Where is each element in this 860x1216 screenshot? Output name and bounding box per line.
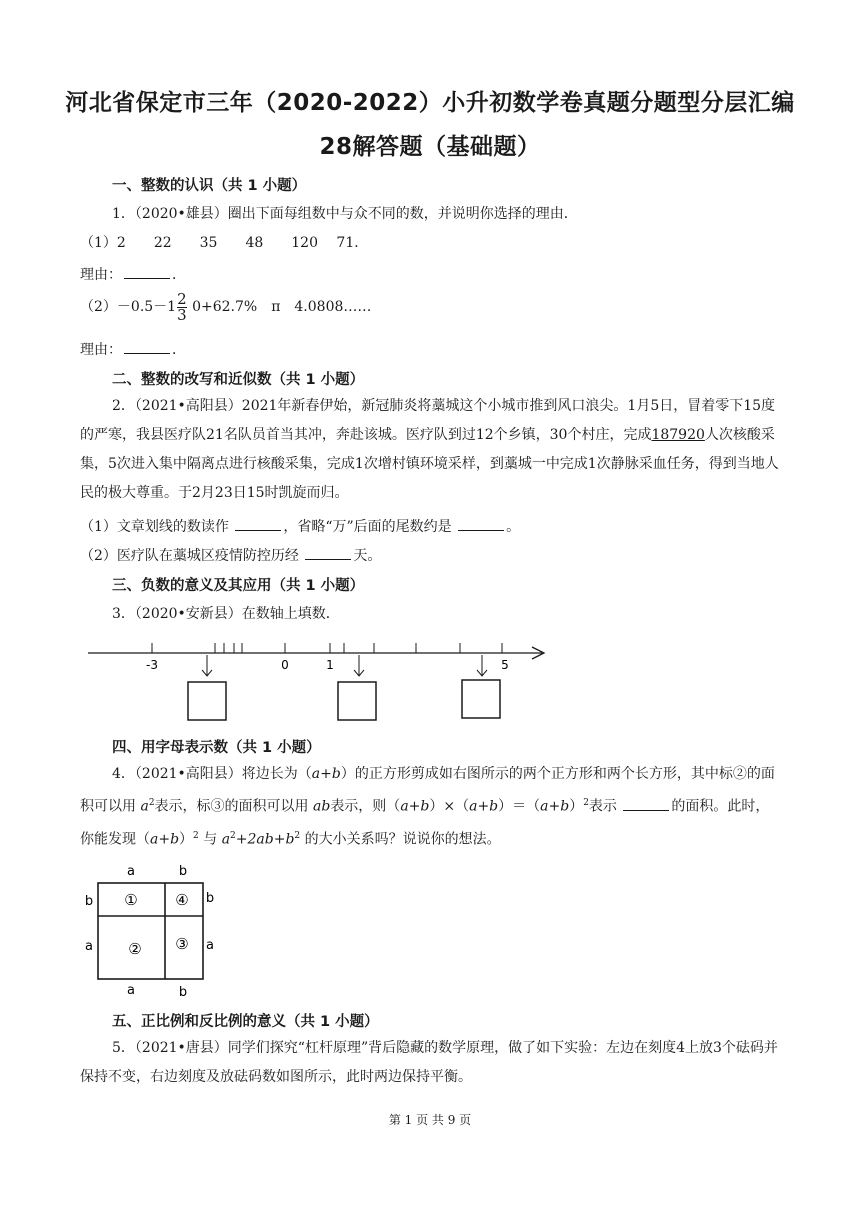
question-2-sub1: （1）文章划线的数读作 ，省略“万”后面的尾数约是 。	[80, 519, 521, 535]
bottom-label-b: b	[178, 985, 188, 1000]
underlined-number: 187920	[651, 427, 705, 443]
page-title: 河北省保定市三年（2020-2022）小升初数学卷真题分题型分层汇编	[65, 90, 795, 116]
answer-blank[interactable]	[235, 518, 281, 531]
tick-label-0: 0	[281, 658, 289, 672]
answer-blank[interactable]	[623, 798, 669, 811]
pointer-arrows	[202, 655, 487, 676]
region-label-3: ③	[175, 935, 189, 953]
answer-blank[interactable]	[124, 266, 170, 279]
page-subtitle: 28解答题（基础题）	[319, 134, 541, 160]
question-2-sub2: （2）医疗队在藁城区疫情防控历经 天。	[80, 548, 382, 564]
section-heading-2: 二、整数的改写和近似数（共 1 小题）	[112, 372, 365, 388]
region-label-4: ④	[175, 891, 189, 909]
section-heading-3: 三、负数的意义及其应用（共 1 小题）	[112, 578, 365, 594]
right-label-a: a	[206, 938, 214, 953]
section-heading-4: 四、用字母表示数（共 1 小题）	[112, 740, 321, 756]
answer-blank[interactable]	[124, 341, 170, 354]
left-label-a: a	[85, 939, 93, 954]
question-3-stem: 3．（2020•安新县）在数轴上填数．	[112, 606, 340, 622]
question-1-reason-1: 理由： ．	[80, 267, 186, 283]
question-4-body: 4．（2021•高阳县）将边长为（a+b）的正方形剪成如右图所示的两个正方形和两个长方形，其中标②的面积可以用 $a^2$表示，标③的面积可以用 ab表示，则$(a+b)\times(a+b)=(a+b)^2$表示 的面积。此时，你能发现$(a+b)^2$ 与 $a^2+2ab+b^2$ 的大小关系吗？说说你的想法。	[80, 766, 775, 848]
question-2-body: 2．（2021•高阳县）2021年新春伊始，新冠肺炎将藁城这个小城市推到风口浪尖。1月5日，冒着零下15度的严寒，我县医疗队21名队员首当其冲，奔赴该城。医疗队到过12个乡镇，30个村庄，完成187920人次核酸采集，5次进入集中隔离点进行核酸采集，完成1次增村镇环境采样，到藁城一中完成1次静脉采血任务，得到当地人民的极大尊重。于2月23日15时凯旋而归。	[80, 398, 779, 501]
region-label-1: ①	[124, 891, 138, 909]
answer-blank[interactable]	[458, 518, 504, 531]
square-partition-diagram	[80, 858, 230, 1000]
number-line-figure	[80, 632, 560, 732]
tick-label-1: 1	[326, 658, 334, 672]
right-label-b: b	[205, 891, 215, 906]
section-heading-1: 一、整数的认识（共 1 小题）	[112, 178, 307, 194]
page-footer: 第 1 页 共 9 页	[388, 1113, 472, 1127]
left-label-b: b	[84, 894, 94, 909]
number-line-ticks	[152, 643, 502, 653]
region-label-2: ②	[128, 940, 142, 958]
top-label-b: b	[178, 864, 188, 879]
question-1-reason-2: 理由： ．	[80, 342, 186, 358]
section-heading-5: 五、正比例和反比例的意义（共 1 小题）	[112, 1014, 379, 1030]
answer-blank[interactable]	[305, 547, 351, 560]
fraction: $\frac{2}{3}$	[177, 289, 187, 324]
bottom-label-a: a	[127, 983, 135, 998]
answer-box[interactable]	[462, 680, 500, 718]
question-5-body: 5．（2021•唐县）同学们探究“杠杆原理”背后隐藏的数学原理，做了如下实验：左边在刻度4上放3个砝码并保持不变，右边刻度及放砝码数如图所示，此时两边保持平衡。	[80, 1040, 778, 1085]
tick-label-neg3: -3	[146, 658, 158, 672]
question-1-part2: （2）－0.5－1 $\frac{2}{3}$ 0+62.7% π 4.0808……	[80, 289, 372, 324]
tick-label-5: 5	[501, 658, 509, 672]
top-label-a: a	[127, 864, 135, 879]
question-1-stem: 1．（2020•雄县）圈出下面每组数中与众不同的数，并说明你选择的理由．	[112, 206, 578, 222]
answer-box[interactable]	[338, 682, 376, 720]
question-1-part1: （1）2 22 35 48 120 71．	[80, 235, 369, 251]
answer-box[interactable]	[188, 682, 226, 720]
